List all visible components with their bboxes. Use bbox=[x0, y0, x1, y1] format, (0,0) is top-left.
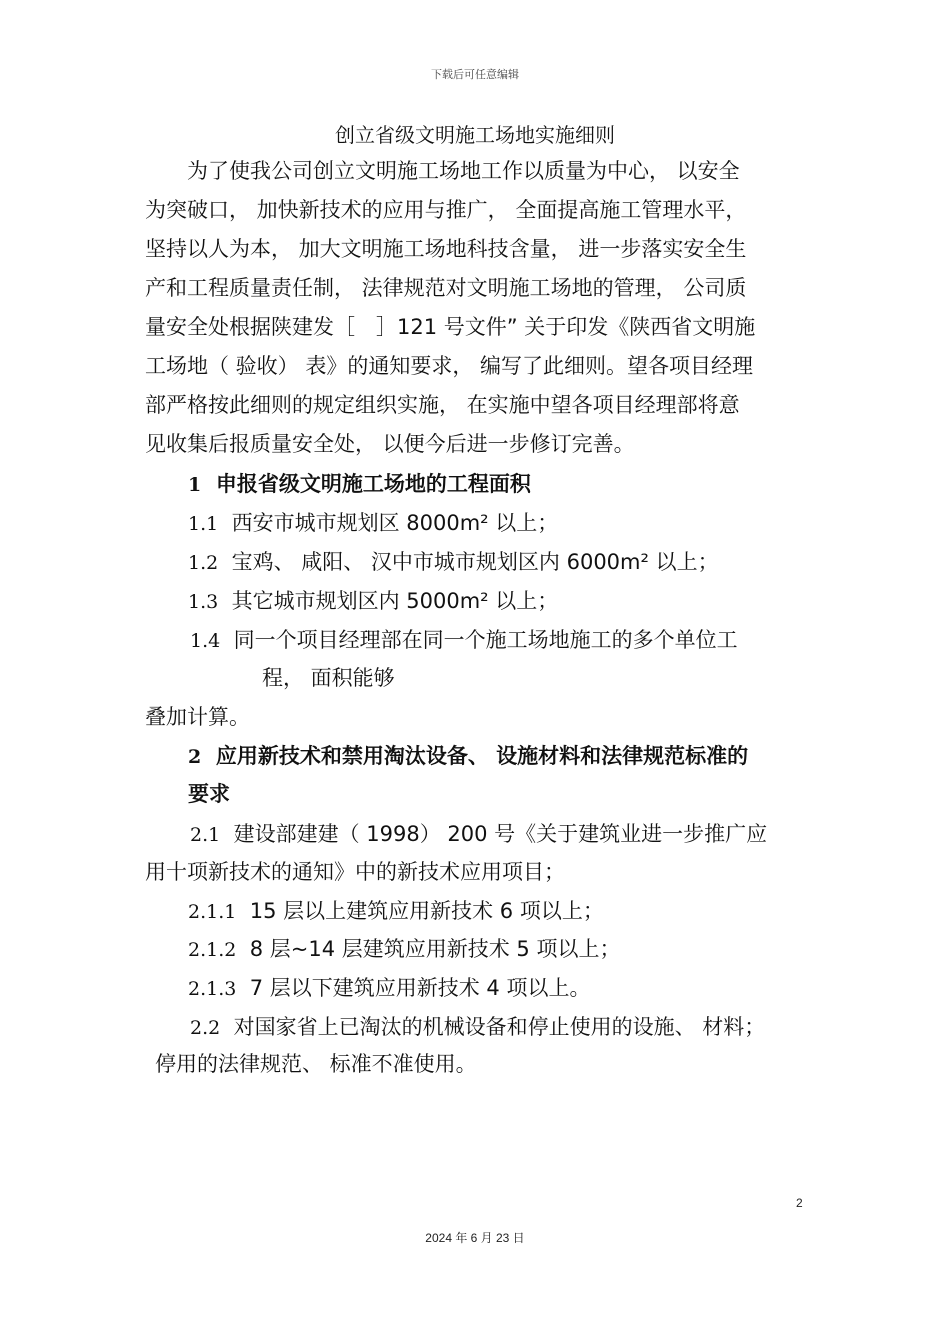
sub-list-item bbox=[188, 896, 604, 927]
item-number: 1.1 bbox=[188, 513, 219, 535]
intro-line: 部严格按此细则的规定组织实施， 在实施中望各项目经理部将意 bbox=[145, 393, 740, 417]
item-text: 西安市城市规划区 8000m² 以上； bbox=[231, 511, 559, 535]
item-number: 2.1.2 bbox=[188, 939, 237, 961]
item-number: 1.4 bbox=[190, 630, 221, 652]
document-title: 创立省级文明施工场地实施细则 bbox=[335, 123, 615, 147]
section-heading-text: 应用新技术和禁用淘汰设备、 设施材料和法律规范标准的 bbox=[215, 744, 749, 768]
list-item bbox=[190, 625, 738, 656]
item-number: 1.2 bbox=[188, 552, 219, 574]
item-text: 建设部建建（ 1998） 200 号《关于建筑业进一步推广应 bbox=[233, 822, 768, 846]
intro-line: 为了使我公司创立文明施工场地工作以质量为中心， 以安全 bbox=[187, 159, 740, 183]
list-item bbox=[190, 1012, 765, 1043]
item-text: 宝鸡、 咸阳、 汉中市城市规划区内 6000m² 以上； bbox=[231, 550, 719, 574]
section-number: 2 bbox=[188, 746, 202, 768]
footer-date: 2024 年 6 月 23 日 bbox=[425, 1231, 525, 1245]
item-text: 同一个项目经理部在同一个施工场地施工的多个单位工 bbox=[233, 628, 738, 652]
header-note: 下载后可任意编辑 bbox=[431, 68, 519, 81]
item-number: 2.2 bbox=[190, 1017, 221, 1039]
section-1-heading bbox=[188, 469, 531, 500]
section-heading-text: 申报省级文明施工场地的工程面积 bbox=[215, 472, 531, 496]
item-number: 2.1.1 bbox=[188, 901, 237, 923]
item-text: 其它城市规划区内 5000m² 以上； bbox=[231, 589, 559, 613]
item-text: 对国家省上已淘汰的机械设备和停止使用的设施、 材料； bbox=[233, 1015, 766, 1039]
intro-line: 工场地（ 验收） 表》的通知要求， 编写了此细则。望各项目经理 bbox=[145, 354, 754, 378]
intro-line: 产和工程质量责任制， 法律规范对文明施工场地的管理， 公司质 bbox=[145, 276, 747, 300]
intro-line: 量安全处根据陕建发［ ］121 号文件” 关于印发《陕西省文明施 bbox=[145, 315, 756, 339]
intro-line: 见收集后报质量安全处， 以便今后进一步修订完善。 bbox=[145, 432, 635, 456]
list-item-continuation: 程， 面积能够 bbox=[262, 666, 395, 690]
section-number: 1 bbox=[188, 474, 202, 496]
list-item-continuation: 停用的法律规范、 标准不准使用。 bbox=[155, 1052, 477, 1076]
intro-line: 为突破口， 加快新技术的应用与推广， 全面提高施工管理水平， bbox=[145, 198, 747, 222]
list-item-continuation: 叠加计算。 bbox=[145, 705, 250, 729]
item-number: 2.1 bbox=[190, 824, 221, 846]
list-item bbox=[190, 819, 767, 850]
section-2-heading bbox=[188, 741, 748, 772]
item-number: 2.1.3 bbox=[188, 978, 237, 1000]
list-item bbox=[188, 547, 719, 578]
intro-line: 坚持以人为本， 加大文明施工场地科技含量， 进一步落实安全生 bbox=[145, 237, 747, 261]
sub-list-item bbox=[188, 973, 590, 1004]
list-item bbox=[188, 586, 558, 617]
item-text: 7 层以下建筑应用新技术 4 项以上。 bbox=[249, 976, 591, 1000]
item-text: 8 层~14 层建筑应用新技术 5 项以上； bbox=[249, 937, 621, 961]
sub-list-item bbox=[188, 934, 620, 965]
list-item bbox=[188, 508, 558, 539]
item-text: 15 层以上建筑应用新技术 6 项以上； bbox=[249, 899, 604, 923]
page-number: 2 bbox=[796, 1196, 803, 1210]
list-item-continuation: 用十项新技术的通知》中的新技术应用项目； bbox=[145, 860, 565, 884]
item-number: 1.3 bbox=[188, 591, 219, 613]
section-2-heading-cont: 要求 bbox=[188, 782, 230, 806]
